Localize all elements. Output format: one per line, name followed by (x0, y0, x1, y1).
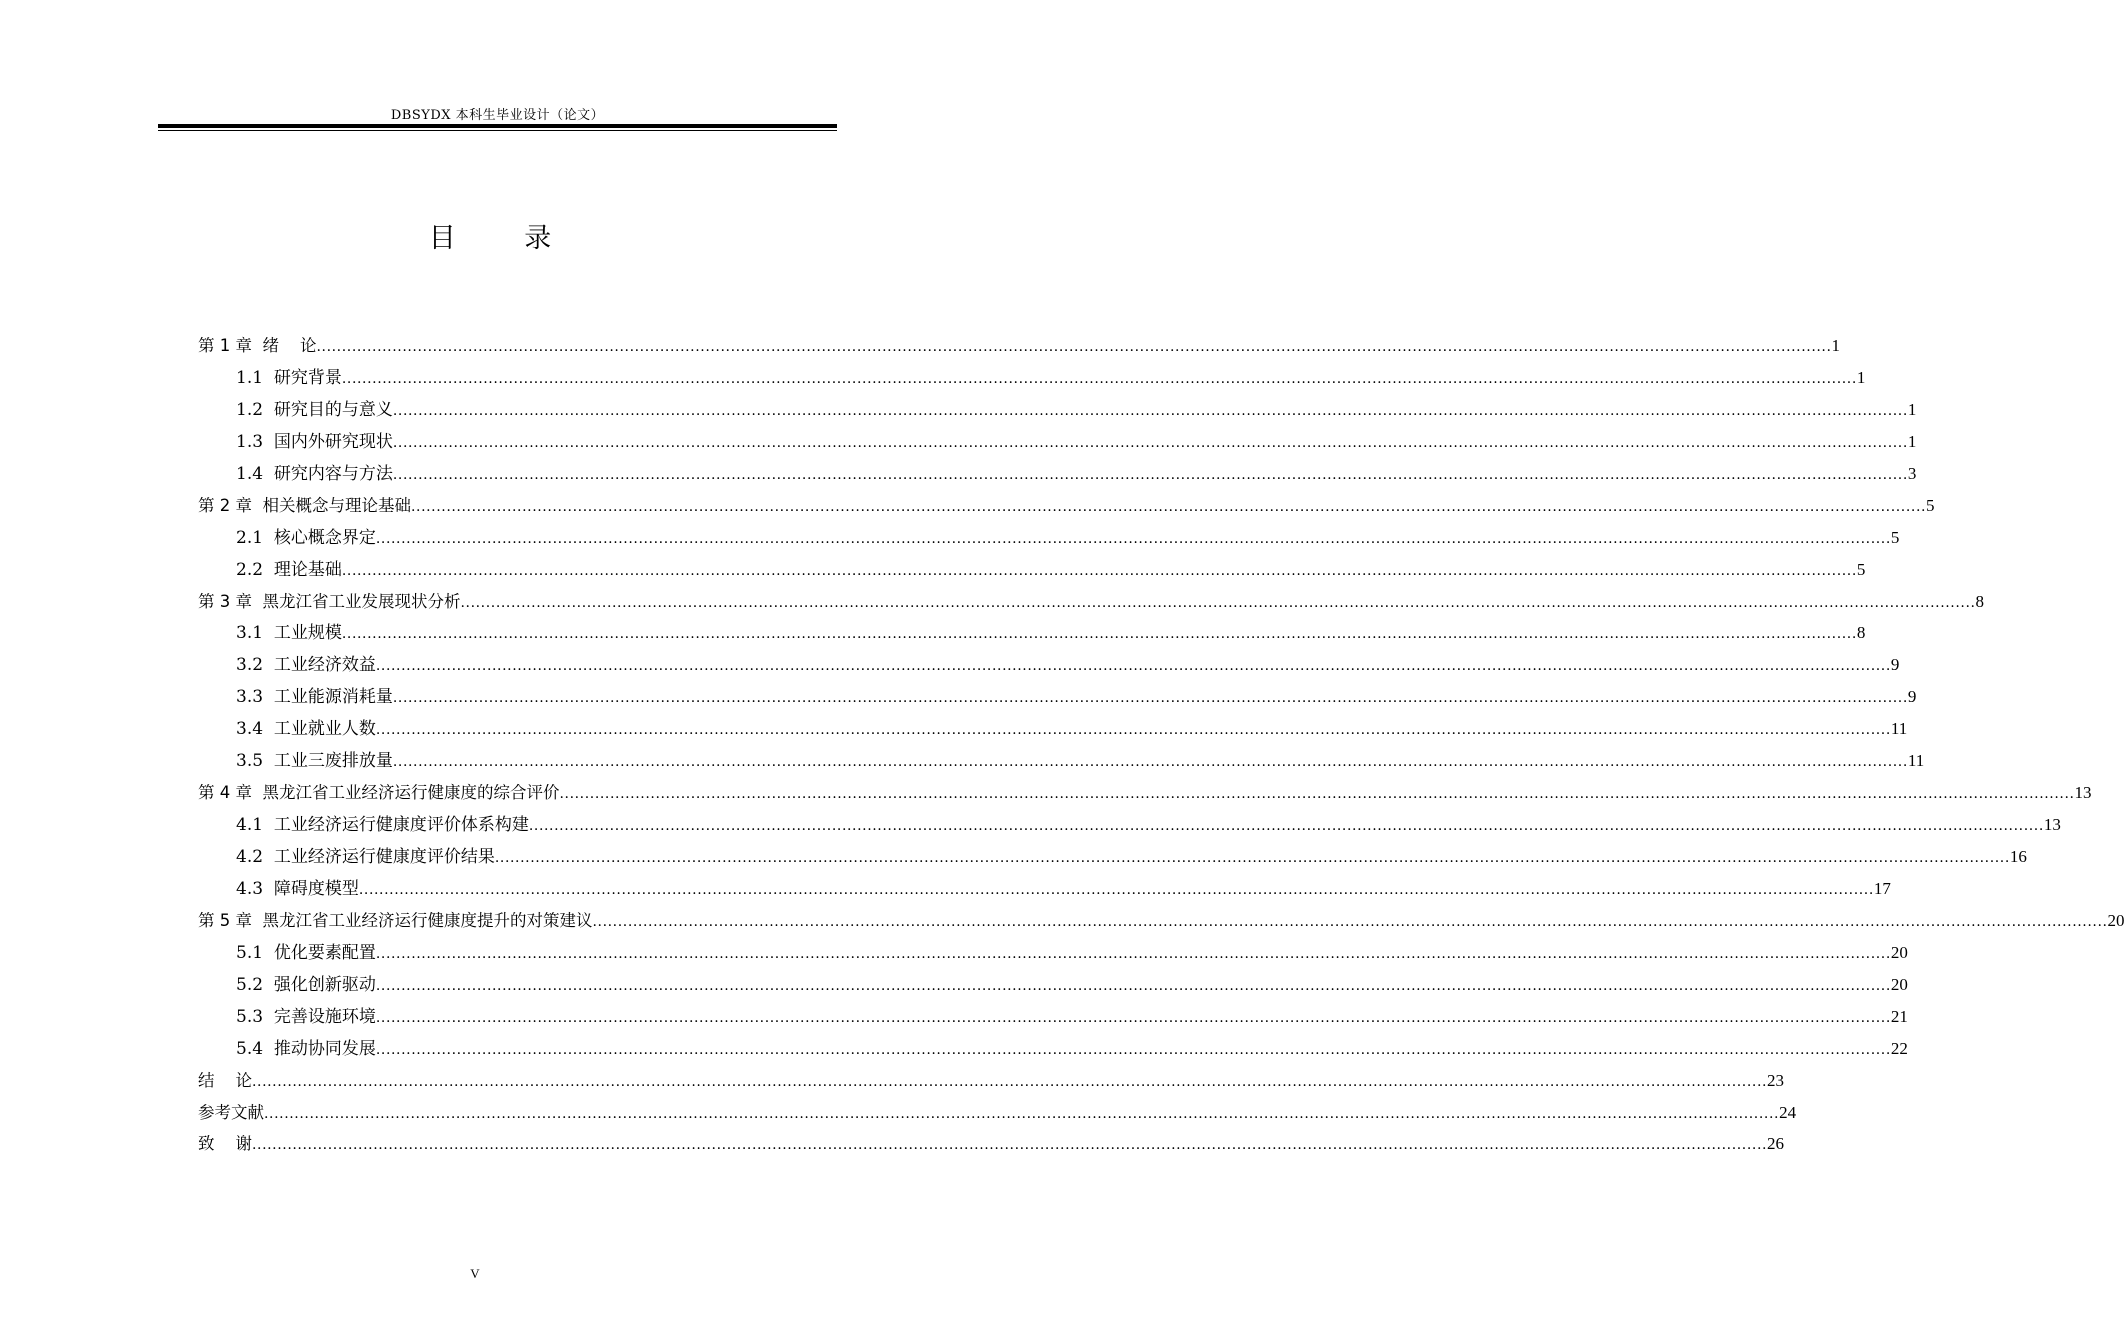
toc-leader-dots: ............................................................................................................................................................................................................................................................................................................ (392, 754, 1908, 771)
running-header: DBSYDX 本科生毕业设计（论文） (390, 108, 605, 123)
toc-section-entry[interactable] (198, 809, 2061, 841)
toc-page-number: 17 (1873, 878, 1891, 898)
toc-entry-title: 第 3 章 黑龙江省工业发展现状分析 (198, 591, 461, 611)
toc-leader-dots: ............................................................................................................................................................................................................................................................................................................ (392, 466, 1908, 483)
toc-entry-title: 4.2 工业经济运行健康度评价结果 (236, 847, 495, 867)
toc-entry-title: 4.1 工业经济运行健康度评价体系构建 (236, 815, 529, 836)
toc-leader-dots: ............................................................................................................................................................................................................................................................................................................ (251, 1073, 1768, 1090)
toc-page-number: 1 (1907, 399, 1917, 419)
toc-section-entry[interactable] (198, 745, 1925, 777)
toc-chapter-entry[interactable] (198, 1097, 1797, 1129)
toc-entry-title: 3.3 工业能源消耗量 (236, 687, 393, 708)
toc-entry-title: 4.3 障碍度模型 (236, 878, 359, 899)
toc-leader-dots: ............................................................................................................................................................................................................................................................................................................ (375, 977, 1891, 994)
toc-entry-title: 5.1 优化要素配置 (236, 942, 376, 963)
toc-leader-dots: ............................................................................................................................................................................................................................................................................................................ (559, 786, 2075, 803)
toc-entry-title: 第 2 章 相关概念与理论基础 (198, 495, 411, 515)
toc-section-entry[interactable] (198, 426, 1917, 458)
toc-page-number: 20 (2107, 910, 2125, 930)
toc-page-number: 16 (2009, 847, 2027, 866)
toc-page-number: 5 (1856, 559, 1866, 579)
toc-page-number: 1 (1856, 367, 1866, 387)
toc-entry-title: 3.5 工业三废排放量 (236, 751, 393, 772)
toc-chapter-entry[interactable] (198, 777, 2092, 809)
toc-title: 目 录 (428, 223, 582, 254)
toc-section-entry[interactable] (198, 937, 1908, 969)
toc-page-number: 3 (1907, 463, 1917, 483)
toc-chapter-entry[interactable] (198, 586, 1985, 618)
header-rule-thick (158, 124, 837, 128)
toc-leader-dots: ............................................................................................................................................................................................................................................................................................................ (375, 530, 1891, 547)
toc-section-entry[interactable] (198, 681, 1917, 713)
toc-entry-title: 1.4 研究内容与方法 (236, 463, 393, 484)
toc-section-entry[interactable] (198, 1001, 1908, 1033)
toc-entry-title: 第 5 章 黑龙江省工业经济运行健康度提升的对策建议 (198, 910, 593, 930)
toc-entry-title: 5.4 推动协同发展 (236, 1038, 376, 1059)
toc-entry-title: 第 4 章 黑龙江省工业经济运行健康度的综合评价 (198, 783, 560, 803)
toc-section-entry[interactable] (198, 841, 2027, 873)
toc-leader-dots: ............................................................................................................................................................................................................................................................................................................ (392, 402, 1908, 419)
toc-leader-dots: ............................................................................................................................................................................................................................................................................................................ (375, 722, 1891, 739)
toc-page-number: 20 (1890, 942, 1908, 962)
toc-leader-dots: ............................................................................................................................................................................................................................................................................................................ (375, 658, 1891, 675)
toc-page-number: 11 (1890, 719, 1908, 739)
toc-section-entry[interactable] (198, 649, 1900, 681)
toc-page-number: 13 (2074, 783, 2092, 803)
toc-chapter-entry[interactable] (198, 490, 1935, 522)
toc-leader-dots: ............................................................................................................................................................................................................................................................................................................ (375, 945, 1891, 962)
toc-page-number: 20 (1890, 974, 1908, 994)
toc-entry-title: 3.4 工业就业人数 (236, 719, 376, 740)
toc-page-number: 5 (1926, 495, 1935, 515)
toc-entry-title: 1.1 研究背景 (236, 367, 342, 388)
toc-entry-title: 3.2 工业经济效益 (236, 655, 376, 676)
toc-entry-title: 2.1 核心概念界定 (236, 527, 376, 548)
toc-section-entry[interactable] (198, 522, 1900, 554)
toc-chapter-entry[interactable] (198, 905, 2125, 937)
toc-leader-dots: ............................................................................................................................................................................................................................................................................................................ (494, 850, 2010, 866)
toc-page-number: 24 (1779, 1102, 1797, 1122)
toc-list (198, 330, 2125, 1160)
toc-leader-dots: ............................................................................................................................................................................................................................................................................................................ (316, 339, 1832, 355)
toc-section-entry[interactable] (198, 617, 1866, 649)
toc-section-entry[interactable] (198, 554, 1866, 586)
toc-leader-dots: ............................................................................................................................................................................................................................................................................................................ (251, 1137, 1768, 1154)
toc-leader-dots: ............................................................................................................................................................................................................................................................................................................ (392, 690, 1908, 707)
toc-entry-title: 5.3 完善设施环境 (236, 1006, 376, 1027)
toc-chapter-entry[interactable] (198, 1128, 1785, 1160)
toc-entry-title: 参考文献 (198, 1102, 264, 1122)
toc-section-entry[interactable] (198, 458, 1917, 490)
toc-page-number: 1 (1831, 336, 1841, 355)
toc-section-entry[interactable] (198, 713, 1908, 745)
toc-entry-title: 结 论 (198, 1070, 252, 1090)
toc-leader-dots: ............................................................................................................................................................................................................................................................................................................ (460, 594, 1976, 611)
toc-entry-title: 致 谢 (198, 1134, 252, 1154)
toc-leader-dots: ............................................................................................................................................................................................................................................................................................................ (528, 818, 2044, 835)
toc-page-number: 23 (1767, 1070, 1785, 1090)
toc-page-number: 5 (1890, 527, 1900, 547)
toc-leader-dots: ............................................................................................................................................................................................................................................................................................................ (375, 1041, 1891, 1058)
toc-leader-dots: ............................................................................................................................................................................................................................................................................................................ (341, 370, 1857, 387)
toc-page-number: 8 (1856, 623, 1866, 643)
toc-leader-dots: ............................................................................................................................................................................................................................................................................................................ (592, 913, 2108, 930)
toc-section-entry[interactable] (198, 362, 1866, 394)
toc-leader-dots: ............................................................................................................................................................................................................................................................................................................ (264, 1105, 1780, 1122)
toc-entry-title: 1.3 国内外研究现状 (236, 431, 393, 452)
toc-leader-dots: ............................................................................................................................................................................................................................................................................................................ (341, 626, 1857, 643)
toc-leader-dots: ............................................................................................................................................................................................................................................................................................................ (375, 1009, 1891, 1026)
toc-entry-title: 3.1 工业规模 (236, 623, 342, 644)
toc-page-number: 13 (2043, 815, 2061, 835)
toc-section-entry[interactable] (198, 394, 1917, 426)
toc-leader-dots: ............................................................................................................................................................................................................................................................................................................ (392, 434, 1908, 451)
toc-leader-dots: ............................................................................................................................................................................................................................................................................................................ (358, 881, 1874, 898)
toc-entry-title: 1.2 研究目的与意义 (236, 399, 393, 420)
toc-entry-title: 第 1 章 绪 论 (198, 336, 317, 355)
toc-entry-title: 5.2 强化创新驱动 (236, 974, 376, 995)
toc-page-number: 9 (1890, 655, 1900, 675)
header-rule-thin (158, 130, 837, 131)
page-number: V (470, 1266, 480, 1281)
toc-section-entry[interactable] (198, 873, 1891, 905)
toc-page-number: 22 (1890, 1038, 1908, 1058)
toc-page-number: 21 (1890, 1006, 1908, 1026)
toc-page-number: 11 (1907, 751, 1925, 771)
toc-chapter-entry[interactable] (198, 330, 1841, 362)
toc-leader-dots: ............................................................................................................................................................................................................................................................................................................ (341, 562, 1857, 579)
toc-section-entry[interactable] (198, 969, 1908, 1001)
toc-page-number: 26 (1767, 1134, 1785, 1154)
toc-leader-dots: ............................................................................................................................................................................................................................................................................................................ (410, 498, 1927, 515)
toc-page-number: 8 (1975, 591, 1985, 611)
toc-chapter-entry[interactable] (198, 1065, 1785, 1097)
toc-entry-title: 2.2 理论基础 (236, 559, 342, 580)
toc-section-entry[interactable] (198, 1033, 1908, 1065)
toc-page-number: 9 (1907, 687, 1917, 707)
toc-page-number: 1 (1907, 431, 1917, 451)
